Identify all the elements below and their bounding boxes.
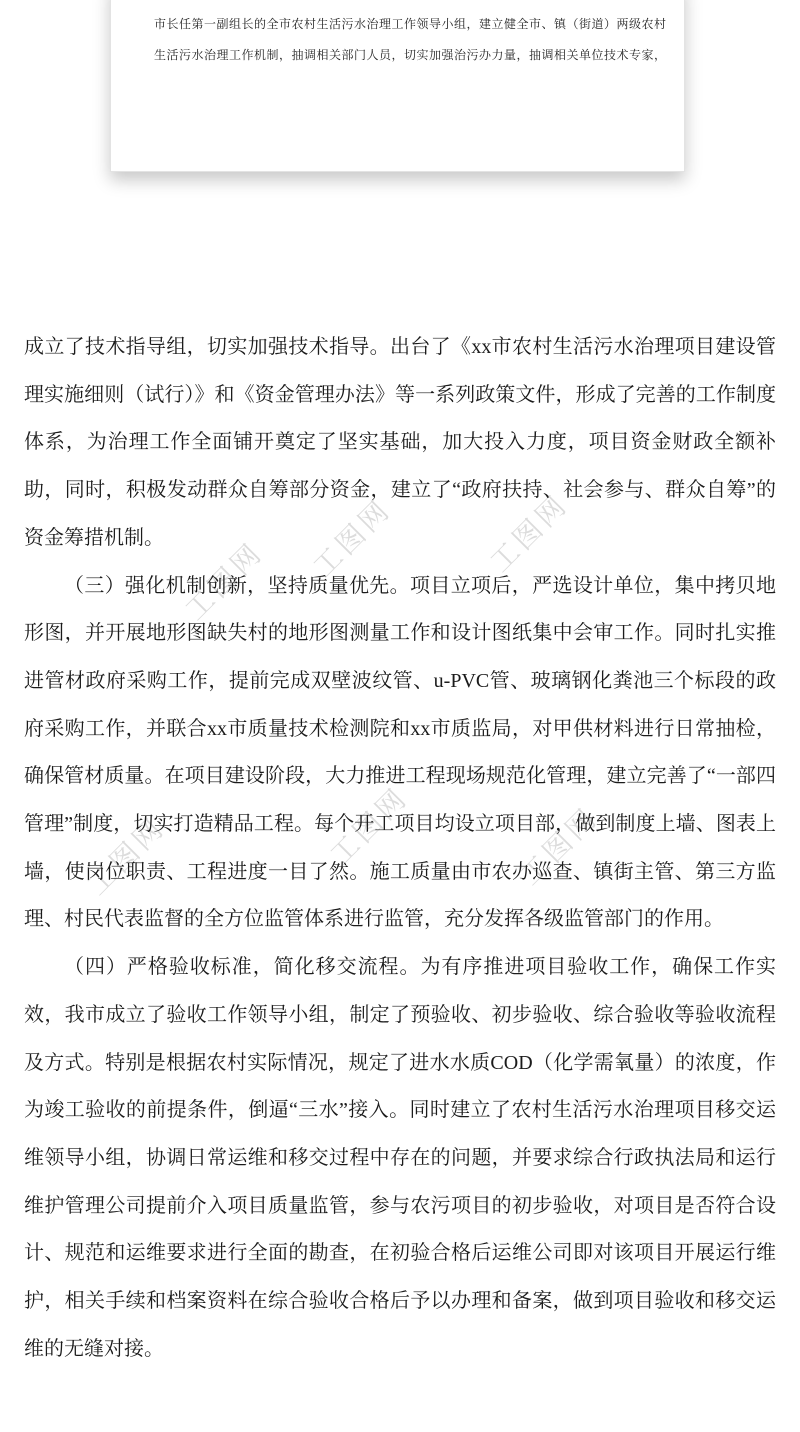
site-watermark: 工图网 [179, 536, 269, 626]
site-watermark: 工图网 [307, 493, 397, 583]
preview-text-line: 生活污水治理工作机制，抽调相关部门人员，切实加强治污办力量，抽调相关单位技术专家， [154, 48, 667, 62]
site-watermark: 工图网 [514, 801, 604, 891]
site-watermark: 工图网 [81, 811, 171, 901]
site-watermark: 工图网 [324, 781, 414, 871]
preview-text-line: 市长任第一副组长的全市农村生活污水治理工作领导小组，建立健全市、镇（街道）两级农村 [154, 17, 667, 31]
paragraph-continuation: 成立了技术指导组，切实加强技术指导。出台了《xx市农村生活污水治理项目建设管理实施细则（试行）》和《资金管理办法》等一系列政策文件，形成了完善的工作制度体系，为治理工作全面铺开奠定了坚实基础，加大投入力度，项目资金财政全额补助，同时，积极发动群众自筹部分资金，建立了“政府扶持、社会参与、群众自筹”的资金筹措机制。 [24, 336, 776, 549]
page-preview-card [110, 0, 685, 172]
paragraph-section-four: （四）严格验收标准，简化移交流程。为有序推进项目验收工作，确保工作实效，我市成立了验收工作领导小组，制定了预验收、初步验收、综合验收等验收流程及方式。特别是根据农村实际情况，规定了进水水质COD（化学需氧量）的浓度，作为竣工验收的前提条件，倒逼“三水”接入。同时建立了农村生活污水治理项目移交运维领导小组，协调日常运维和移交过程中存在的问题，并要求综合行政执法局和运行维护管理公司提前介入项目质量监管，参与农污项目的初步验收，对项目是否符合设计、规范和运维要求进行全面的勘查，在初验合格后运维公司即对该项目开展运行维护，相关手续和档案资料在综合验收合格后予以办理和备案，做到项目验收和移交运维的无缝对接。 [24, 956, 776, 1360]
site-watermark: 工图网 [484, 488, 574, 578]
document-body [0, 324, 800, 1373]
paragraph-section-three: （三）强化机制创新，坚持质量优先。项目立项后，严选设计单位，集中拷贝地形图，并开展地形图缺失村的地形图测量工作和设计图纸集中会审工作。同时扎实推进管材政府采购工作，提前完成双壁波纹管、u-PVC管、玻璃钢化粪池三个标段的政府采购工作，并联合xx市质量技术检测院和xx市质监局，对甲供材料进行日常抽检，确保管材质量。在项目建设阶段，大力推进工程现场规范化管理，建立完善了“一部四管理”制度，切实打造精品工程。每个开工项目均设立项目部，做到制度上墙、图表上墙，使岗位职责、工程进度一目了然。施工质量由市农办巡查、镇街主管、第三方监理、村民代表监督的全方位监管体系进行监管，充分发挥各级监管部门的作用。 [24, 574, 776, 931]
